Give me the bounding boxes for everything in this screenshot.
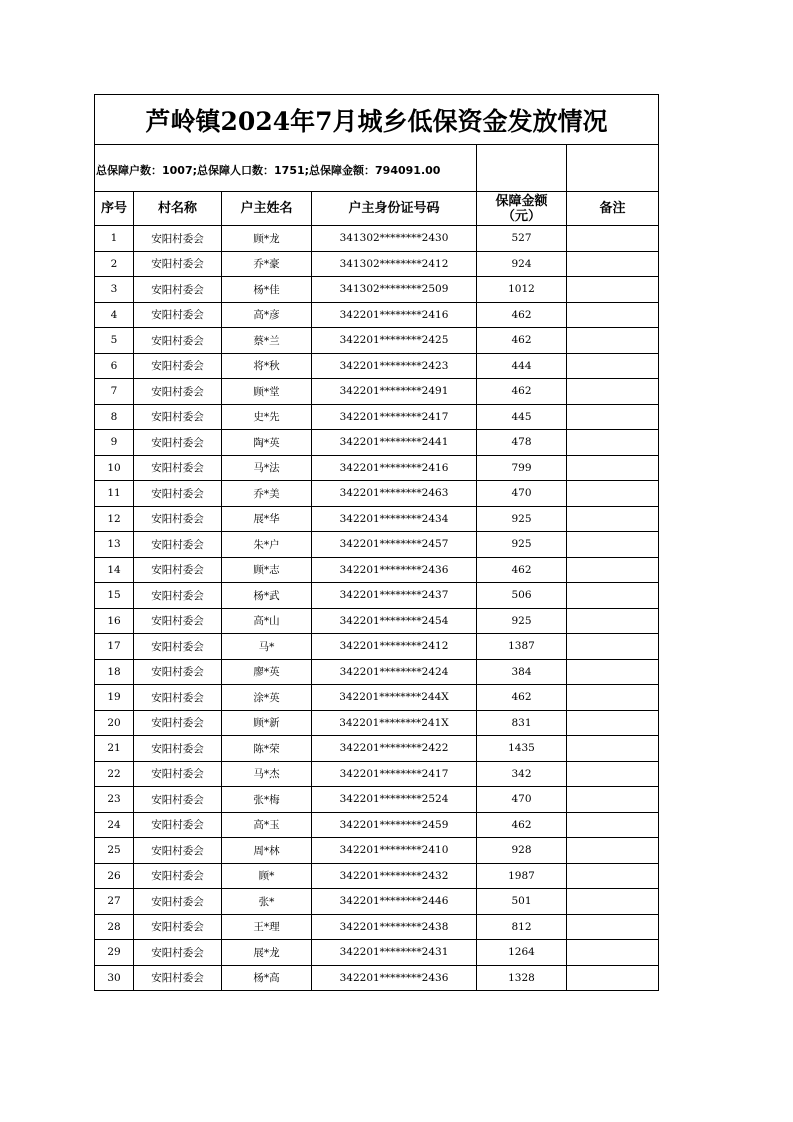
cell-amount: 1435 [477, 736, 567, 762]
cell-remark [567, 353, 659, 379]
cell-name: 杨*高 [222, 965, 312, 991]
cell-name: 将*秋 [222, 353, 312, 379]
cell-id: 342201********2436 [312, 965, 477, 991]
cell-amount: 462 [477, 685, 567, 711]
table-row [95, 277, 659, 303]
cell-id: 342201********2410 [312, 838, 477, 864]
cell-name: 廖*英 [222, 659, 312, 685]
cell-village: 安阳村委会 [134, 430, 222, 456]
cell-amount: 1387 [477, 634, 567, 660]
table-row [95, 736, 659, 762]
cell-village: 安阳村委会 [134, 761, 222, 787]
cell-index: 1 [95, 226, 134, 252]
table-row [95, 328, 659, 354]
cell-index: 28 [95, 914, 134, 940]
cell-id: 342201********2441 [312, 430, 477, 456]
cell-index: 17 [95, 634, 134, 660]
table-row [95, 812, 659, 838]
cell-name: 蔡*兰 [222, 328, 312, 354]
cell-village: 安阳村委会 [134, 277, 222, 303]
cell-village: 安阳村委会 [134, 965, 222, 991]
cell-index: 5 [95, 328, 134, 354]
cell-index: 26 [95, 863, 134, 889]
cell-name: 马*杰 [222, 761, 312, 787]
table-row [95, 379, 659, 405]
cell-remark [567, 481, 659, 507]
header-remark: 备注 [567, 192, 659, 226]
cell-name: 高*山 [222, 608, 312, 634]
cell-remark [567, 404, 659, 430]
cell-index: 10 [95, 455, 134, 481]
cell-remark [567, 710, 659, 736]
cell-amount: 462 [477, 557, 567, 583]
cell-amount: 462 [477, 302, 567, 328]
table-row [95, 863, 659, 889]
cell-remark [567, 302, 659, 328]
summary-empty-cell [477, 145, 567, 192]
cell-index: 7 [95, 379, 134, 405]
cell-id: 342201********2432 [312, 863, 477, 889]
cell-village: 安阳村委会 [134, 583, 222, 609]
cell-name: 顾*新 [222, 710, 312, 736]
cell-id: 341302********2412 [312, 251, 477, 277]
cell-village: 安阳村委会 [134, 608, 222, 634]
cell-amount: 470 [477, 481, 567, 507]
cell-id: 342201********2417 [312, 761, 477, 787]
cell-name: 杨*武 [222, 583, 312, 609]
cell-amount: 925 [477, 608, 567, 634]
cell-remark [567, 251, 659, 277]
cell-village: 安阳村委会 [134, 710, 222, 736]
cell-remark [567, 736, 659, 762]
cell-index: 22 [95, 761, 134, 787]
cell-village: 安阳村委会 [134, 302, 222, 328]
cell-remark [567, 328, 659, 354]
cell-remark [567, 685, 659, 711]
cell-amount: 445 [477, 404, 567, 430]
table-row [95, 659, 659, 685]
cell-id: 341302********2509 [312, 277, 477, 303]
cell-remark [567, 430, 659, 456]
cell-id: 342201********2422 [312, 736, 477, 762]
cell-village: 安阳村委会 [134, 379, 222, 405]
cell-name: 杨*佳 [222, 277, 312, 303]
cell-id: 342201********2434 [312, 506, 477, 532]
cell-village: 安阳村委会 [134, 634, 222, 660]
cell-village: 安阳村委会 [134, 838, 222, 864]
cell-id: 342201********2416 [312, 302, 477, 328]
table-row [95, 583, 659, 609]
cell-remark [567, 583, 659, 609]
cell-village: 安阳村委会 [134, 404, 222, 430]
cell-amount: 384 [477, 659, 567, 685]
table-row [95, 710, 659, 736]
table-row [95, 481, 659, 507]
cell-village: 安阳村委会 [134, 506, 222, 532]
cell-remark [567, 914, 659, 940]
cell-id: 342201********2424 [312, 659, 477, 685]
table-row [95, 634, 659, 660]
cell-index: 19 [95, 685, 134, 711]
cell-index: 14 [95, 557, 134, 583]
cell-remark [567, 940, 659, 966]
cell-id: 342201********2436 [312, 557, 477, 583]
cell-name: 顾* [222, 863, 312, 889]
table-row [95, 761, 659, 787]
table-row [95, 404, 659, 430]
cell-remark [567, 659, 659, 685]
cell-amount: 342 [477, 761, 567, 787]
cell-village: 安阳村委会 [134, 863, 222, 889]
cell-amount: 501 [477, 889, 567, 915]
cell-village: 安阳村委会 [134, 787, 222, 813]
header-amount-line1: 保障金额 [495, 193, 548, 209]
table-row [95, 532, 659, 558]
cell-amount: 527 [477, 226, 567, 252]
cell-remark [567, 506, 659, 532]
cell-name: 陈*荣 [222, 736, 312, 762]
table-row [95, 302, 659, 328]
header-row [95, 192, 659, 226]
cell-index: 2 [95, 251, 134, 277]
cell-name: 顾*堂 [222, 379, 312, 405]
table-row [95, 455, 659, 481]
cell-name: 乔*美 [222, 481, 312, 507]
cell-remark [567, 634, 659, 660]
table-row [95, 889, 659, 915]
cell-index: 9 [95, 430, 134, 456]
table-row [95, 940, 659, 966]
table-row [95, 506, 659, 532]
cell-index: 4 [95, 302, 134, 328]
header-village: 村名称 [134, 192, 222, 226]
cell-id: 342201********2457 [312, 532, 477, 558]
cell-remark [567, 838, 659, 864]
cell-name: 王*理 [222, 914, 312, 940]
cell-amount: 1328 [477, 965, 567, 991]
cell-village: 安阳村委会 [134, 659, 222, 685]
cell-remark [567, 889, 659, 915]
table-row [95, 557, 659, 583]
cell-index: 11 [95, 481, 134, 507]
page-title: 芦岭镇2024年7月城乡低保资金发放情况 [95, 95, 659, 145]
header-amount [477, 192, 567, 226]
table-row [95, 685, 659, 711]
cell-index: 16 [95, 608, 134, 634]
header-amount-line2: （元） [501, 208, 541, 224]
cell-id: 342201********2446 [312, 889, 477, 915]
cell-id: 342201********2491 [312, 379, 477, 405]
cell-index: 25 [95, 838, 134, 864]
cell-village: 安阳村委会 [134, 481, 222, 507]
cell-id: 342201********2437 [312, 583, 477, 609]
cell-amount: 1987 [477, 863, 567, 889]
cell-amount: 1012 [477, 277, 567, 303]
cell-remark [567, 557, 659, 583]
cell-amount: 928 [477, 838, 567, 864]
cell-village: 安阳村委会 [134, 328, 222, 354]
table-row [95, 914, 659, 940]
cell-id: 342201********2459 [312, 812, 477, 838]
cell-remark [567, 532, 659, 558]
cell-amount: 462 [477, 328, 567, 354]
cell-name: 展*龙 [222, 940, 312, 966]
cell-index: 30 [95, 965, 134, 991]
cell-name: 史*先 [222, 404, 312, 430]
cell-village: 安阳村委会 [134, 685, 222, 711]
cell-id: 342201********2454 [312, 608, 477, 634]
cell-index: 23 [95, 787, 134, 813]
cell-remark [567, 226, 659, 252]
cell-amount: 506 [477, 583, 567, 609]
cell-amount: 470 [477, 787, 567, 813]
cell-id: 342201********2524 [312, 787, 477, 813]
cell-village: 安阳村委会 [134, 940, 222, 966]
header-name: 户主姓名 [222, 192, 312, 226]
cell-amount: 924 [477, 251, 567, 277]
cell-village: 安阳村委会 [134, 532, 222, 558]
cell-id: 342201********2463 [312, 481, 477, 507]
table-row [95, 965, 659, 991]
cell-remark [567, 608, 659, 634]
cell-village: 安阳村委会 [134, 251, 222, 277]
table-row [95, 251, 659, 277]
cell-index: 29 [95, 940, 134, 966]
cell-amount: 462 [477, 812, 567, 838]
cell-name: 顾*志 [222, 557, 312, 583]
cell-amount: 925 [477, 532, 567, 558]
header-index: 序号 [95, 192, 134, 226]
cell-amount: 831 [477, 710, 567, 736]
cell-index: 8 [95, 404, 134, 430]
cell-name: 顾*龙 [222, 226, 312, 252]
table-row [95, 226, 659, 252]
table-row [95, 787, 659, 813]
cell-name: 乔*豪 [222, 251, 312, 277]
cell-amount: 1264 [477, 940, 567, 966]
cell-village: 安阳村委会 [134, 914, 222, 940]
cell-name: 张* [222, 889, 312, 915]
cell-remark [567, 277, 659, 303]
cell-village: 安阳村委会 [134, 889, 222, 915]
cell-remark [567, 379, 659, 405]
cell-name: 马* [222, 634, 312, 660]
table-row [95, 838, 659, 864]
cell-name: 高*彦 [222, 302, 312, 328]
summary-text: 总保障户数：1007;总保障人口数：1751;总保障金额：794091.00 [96, 163, 441, 177]
cell-id: 342201********2431 [312, 940, 477, 966]
cell-name: 朱*户 [222, 532, 312, 558]
table-row [95, 608, 659, 634]
cell-id: 342201********2423 [312, 353, 477, 379]
cell-name: 张*梅 [222, 787, 312, 813]
cell-village: 安阳村委会 [134, 226, 222, 252]
cell-index: 20 [95, 710, 134, 736]
cell-name: 高*玉 [222, 812, 312, 838]
cell-amount: 799 [477, 455, 567, 481]
cell-name: 周*林 [222, 838, 312, 864]
cell-remark [567, 787, 659, 813]
cell-index: 24 [95, 812, 134, 838]
cell-village: 安阳村委会 [134, 353, 222, 379]
cell-village: 安阳村委会 [134, 557, 222, 583]
table-row [95, 353, 659, 379]
cell-village: 安阳村委会 [134, 736, 222, 762]
cell-village: 安阳村委会 [134, 812, 222, 838]
cell-amount: 478 [477, 430, 567, 456]
cell-id: 342201********2412 [312, 634, 477, 660]
summary-cell [95, 145, 477, 192]
cell-id: 342201********2425 [312, 328, 477, 354]
cell-amount: 812 [477, 914, 567, 940]
cell-index: 27 [95, 889, 134, 915]
cell-remark [567, 455, 659, 481]
table-row [95, 430, 659, 456]
cell-amount: 925 [477, 506, 567, 532]
cell-remark [567, 965, 659, 991]
cell-index: 18 [95, 659, 134, 685]
cell-id: 342201********241X [312, 710, 477, 736]
cell-name: 展*华 [222, 506, 312, 532]
cell-id: 342201********244X [312, 685, 477, 711]
cell-id: 342201********2417 [312, 404, 477, 430]
cell-name: 陶*英 [222, 430, 312, 456]
cell-remark [567, 761, 659, 787]
cell-id: 341302********2430 [312, 226, 477, 252]
cell-index: 15 [95, 583, 134, 609]
cell-remark [567, 812, 659, 838]
summary-empty-cell [567, 145, 659, 192]
cell-id: 342201********2438 [312, 914, 477, 940]
table-body [95, 226, 659, 991]
cell-index: 3 [95, 277, 134, 303]
cell-id: 342201********2416 [312, 455, 477, 481]
cell-index: 12 [95, 506, 134, 532]
cell-remark [567, 863, 659, 889]
cell-amount: 444 [477, 353, 567, 379]
allowance-table [94, 94, 659, 991]
cell-name: 涂*英 [222, 685, 312, 711]
cell-village: 安阳村委会 [134, 455, 222, 481]
cell-index: 13 [95, 532, 134, 558]
cell-amount: 462 [477, 379, 567, 405]
cell-name: 马*法 [222, 455, 312, 481]
cell-index: 21 [95, 736, 134, 762]
header-id: 户主身份证号码 [312, 192, 477, 226]
cell-index: 6 [95, 353, 134, 379]
